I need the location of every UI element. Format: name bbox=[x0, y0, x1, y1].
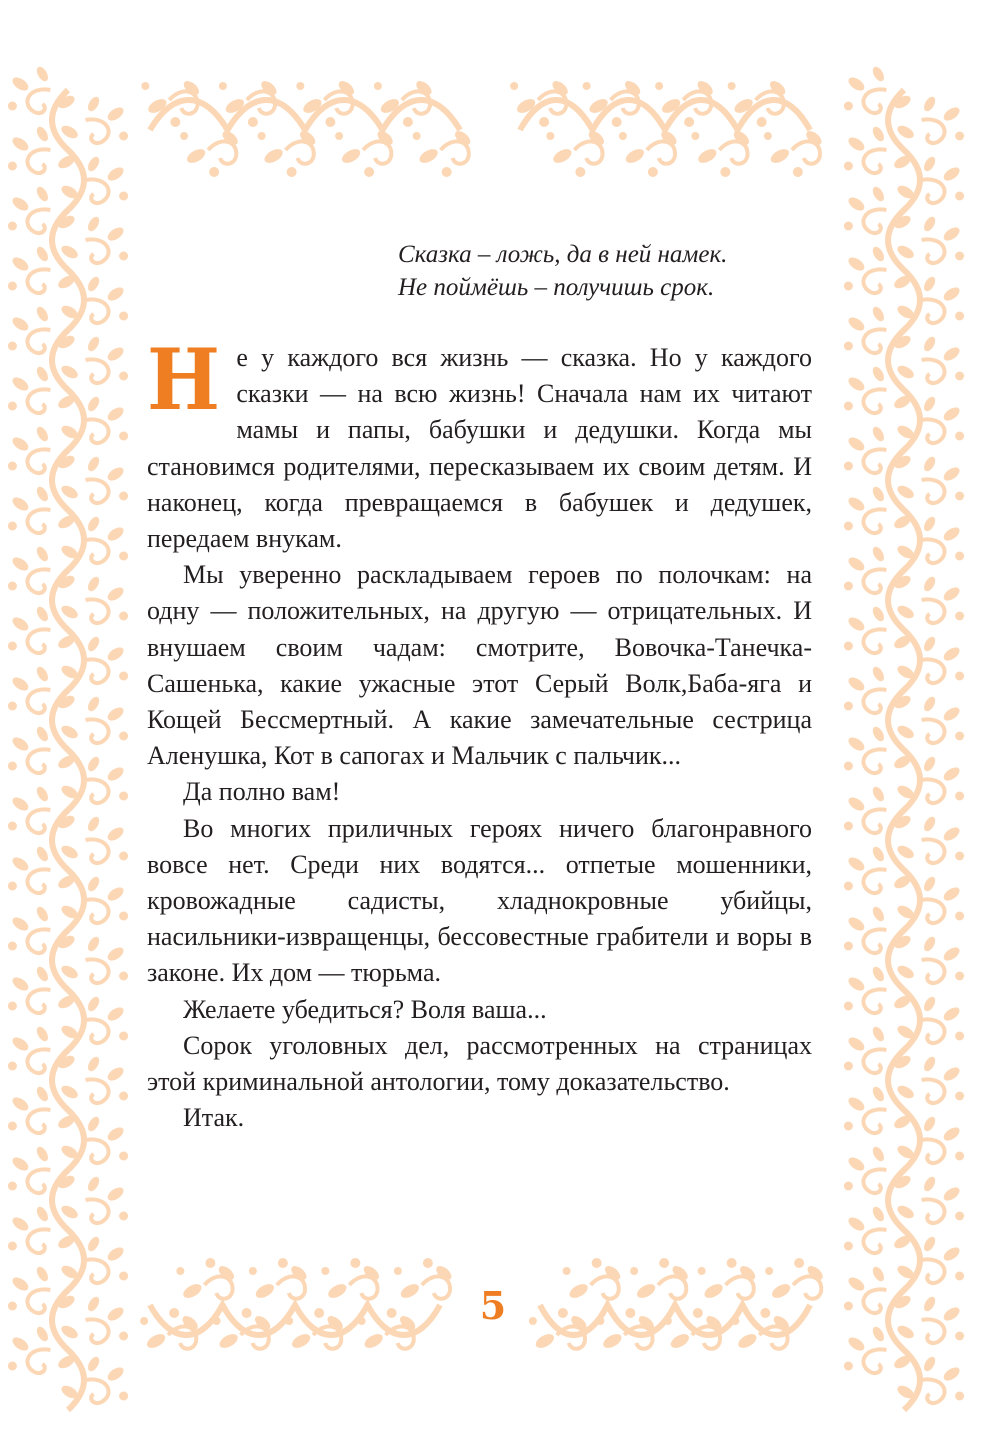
page-number: 5 bbox=[479, 1283, 507, 1328]
top-swirl-ornament bbox=[141, 78, 824, 177]
drop-cap: Н bbox=[147, 330, 221, 429]
epigraph-line-1: Сказка – ложь, да в ней намек. bbox=[398, 241, 728, 268]
paragraph-7: Итак. bbox=[183, 1103, 245, 1133]
main-text bbox=[147, 330, 812, 1136]
right-vine-ornament bbox=[844, 65, 964, 1410]
paragraph-4: Во многих приличных героях ничего благонравного вовсе нет. Среди них водятся... отпетые мошенники, кровожадные садисты, хладнокровные убийцы, насильники-извращенцы, бессовестные грабители и воры в законе. Их дом — тюрьма. bbox=[147, 813, 812, 988]
paragraph-3: Да полно вам! bbox=[183, 777, 341, 807]
paragraph-5: Желаете убедиться? Воля ваша... bbox=[183, 994, 547, 1024]
epigraph bbox=[398, 238, 818, 304]
paragraph-1-text: е у каждого вся жизнь — сказка. Но у каждого сказки — на всю жизнь! Сначала нам их читают мамы и папы, бабушки и дедушки. Когда мы становимся родителями, пересказываем их своим детям. И наконец, когда превращаемся в бабушек и дедушек, передаем внукам. bbox=[147, 343, 812, 554]
paragraph-1 bbox=[147, 330, 812, 557]
left-vine-ornament bbox=[8, 65, 128, 1410]
paragraph-2: Мы уверенно раскладываем героев по полочкам: на одну — положительных, на другую — отрицательных. И внушаем своим чадам: смотрите, Вовочка-Танечка-Сашенька, какие ужасные этот Серый Волк,Баба-яга и Кощей Бессмертный. А какие замечательные сестрица Аленушка, Кот в сапогах и Мальчик с пальчик... bbox=[147, 560, 812, 771]
paragraph-6: Сорок уголовных дел, рассмотренных на страницах этой криминальной антологии, тому доказательство. bbox=[147, 1030, 812, 1097]
epigraph-line-2: Не поймёшь – получишь срок. bbox=[398, 274, 715, 301]
